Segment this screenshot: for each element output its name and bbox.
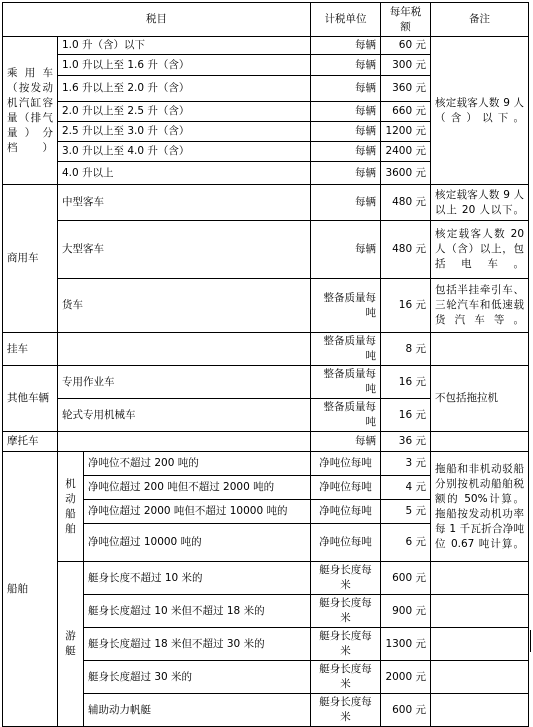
item-cell: 专用作业车 [58, 366, 311, 399]
table-row [3, 366, 529, 399]
unit-cell: 净吨位每吨 [311, 452, 381, 476]
item-cell: 辅助动力帆艇 [84, 694, 311, 727]
table-row [3, 37, 529, 55]
tax-cell: 480 元 [381, 185, 431, 221]
tax-cell: 60 元 [381, 37, 431, 55]
tax-cell: 480 元 [381, 221, 431, 279]
table-row [3, 185, 529, 221]
unit-cell: 每辆 [311, 185, 381, 221]
unit-cell: 艇身长度每米 [311, 562, 381, 595]
category-passenger-car: 乘用车（按发动机汽缸容量（排气量）分档） [3, 37, 58, 185]
table-row [3, 432, 529, 452]
category-ships: 船舶 [3, 452, 58, 727]
tax-cell: 16 元 [381, 366, 431, 399]
vehicle-vessel-tax-table [2, 2, 529, 727]
note-cell-empty [431, 595, 529, 628]
header-item: 税目 [3, 3, 311, 37]
item-cell: 净吨位超过 200 吨但不超过 2000 吨的 [84, 476, 311, 500]
unit-cell: 整备质量每吨 [311, 333, 381, 366]
tax-cell: 300 元 [381, 55, 431, 76]
tax-cell: 1300 元 [381, 628, 431, 661]
tax-cell: 2000 元 [381, 661, 431, 694]
subcategory-yacht: 游 艇 [58, 562, 84, 727]
note-cell: 核定载客人数 9 人以上 20 人以下。 [431, 185, 529, 221]
item-cell: 大型客车 [58, 221, 311, 279]
item-cell: 艇身长度超过 10 米但不超过 18 米的 [84, 595, 311, 628]
item-cell: 艇身长度超过 18 米但不超过 30 米的 [84, 628, 311, 661]
unit-cell: 每辆 [311, 432, 381, 452]
item-cell: 轮式专用机械车 [58, 399, 311, 432]
unit-cell: 每辆 [311, 221, 381, 279]
tax-cell: 600 元 [381, 694, 431, 727]
item-cell: 中型客车 [58, 185, 311, 221]
item-cell: 2.5 升以上至 3.0 升（含） [58, 122, 311, 142]
item-cell: 1.0 升以上至 1.6 升（含） [58, 55, 311, 76]
unit-cell: 整备质量每吨 [311, 399, 381, 432]
item-cell: 净吨位不超过 200 吨的 [84, 452, 311, 476]
tax-cell: 3600 元 [381, 162, 431, 185]
header-row [3, 3, 529, 37]
item-cell: 1.0 升（含）以下 [58, 37, 311, 55]
item-cell: 净吨位超过 10000 吨的 [84, 524, 311, 562]
item-cell: 艇身长度超过 30 米的 [84, 661, 311, 694]
unit-cell: 艇身长度每米 [311, 628, 381, 661]
table-row [3, 562, 529, 595]
unit-cell: 每辆 [311, 142, 381, 162]
note-cell: 核定载客人数 20 人（含）以上，包括电车。 [431, 221, 529, 279]
item-cell: 3.0 升以上至 4.0 升（含） [58, 142, 311, 162]
header-tax: 每年税额 [381, 3, 431, 37]
note-cell-empty [431, 333, 529, 366]
unit-cell: 每辆 [311, 122, 381, 142]
category-commercial: 商用车 [3, 185, 58, 333]
note-cell-empty [431, 432, 529, 452]
tax-cell: 600 元 [381, 562, 431, 595]
unit-cell: 整备质量每吨 [311, 366, 381, 399]
table-row [3, 452, 529, 476]
tax-cell: 8 元 [381, 333, 431, 366]
note-cell-empty [431, 562, 529, 595]
unit-cell: 净吨位每吨 [311, 500, 381, 524]
item-cell: 货车 [58, 279, 311, 333]
subcategory-motor-vessel: 机 动 船 舶 [58, 452, 84, 562]
item-cell-empty [58, 333, 311, 366]
item-cell: 艇身长度不超过 10 米的 [84, 562, 311, 595]
category-other-vehicles: 其他车辆 [3, 366, 58, 432]
item-cell: 1.6 升以上至 2.0 升（含） [58, 76, 311, 102]
item-cell: 4.0 升以上 [58, 162, 311, 185]
tax-cell: 5 元 [381, 500, 431, 524]
category-trailer: 挂车 [3, 333, 58, 366]
note-motor-vessel: 拖船和非机动驳船分别按机动船舶税额的 50%计算。拖船按发动机功率每 1 千瓦折合净吨位 0.67 吨计算。 [431, 452, 529, 562]
header-unit: 计税单位 [311, 3, 381, 37]
tax-cell: 16 元 [381, 279, 431, 333]
unit-cell: 艇身长度每米 [311, 595, 381, 628]
tax-cell: 660 元 [381, 102, 431, 122]
note-cell: 包括半挂牵引车、三轮汽车和低速载货汽车等。 [431, 279, 529, 333]
note-cell-empty [431, 628, 529, 661]
item-cell: 2.0 升以上至 2.5 升（含） [58, 102, 311, 122]
unit-cell: 每辆 [311, 102, 381, 122]
cursor-caret [530, 630, 531, 652]
tax-cell: 360 元 [381, 76, 431, 102]
tax-cell: 4 元 [381, 476, 431, 500]
tax-table-container [2, 2, 529, 727]
note-other-vehicles: 不包括拖拉机 [431, 366, 529, 432]
unit-cell: 每辆 [311, 76, 381, 102]
category-motorcycle: 摩托车 [3, 432, 58, 452]
item-cell-empty [58, 432, 311, 452]
tax-cell: 16 元 [381, 399, 431, 432]
tax-cell: 900 元 [381, 595, 431, 628]
note-cell-empty [431, 661, 529, 694]
unit-cell: 每辆 [311, 55, 381, 76]
table-row [3, 221, 529, 279]
tax-cell: 36 元 [381, 432, 431, 452]
unit-cell: 艇身长度每米 [311, 661, 381, 694]
table-row [3, 279, 529, 333]
tax-cell: 1200 元 [381, 122, 431, 142]
tax-cell: 2400 元 [381, 142, 431, 162]
tax-cell: 3 元 [381, 452, 431, 476]
unit-cell: 整备质量每吨 [311, 279, 381, 333]
unit-cell: 每辆 [311, 162, 381, 185]
tax-cell: 6 元 [381, 524, 431, 562]
unit-cell: 每辆 [311, 37, 381, 55]
header-note: 备注 [431, 3, 529, 37]
note-passenger-car: 核定载客人数 9 人（含）以下。 [431, 37, 529, 185]
note-cell-empty [431, 694, 529, 727]
unit-cell: 净吨位每吨 [311, 476, 381, 500]
unit-cell: 净吨位每吨 [311, 524, 381, 562]
unit-cell: 艇身长度每米 [311, 694, 381, 727]
table-row [3, 333, 529, 366]
item-cell: 净吨位超过 2000 吨但不超过 10000 吨的 [84, 500, 311, 524]
